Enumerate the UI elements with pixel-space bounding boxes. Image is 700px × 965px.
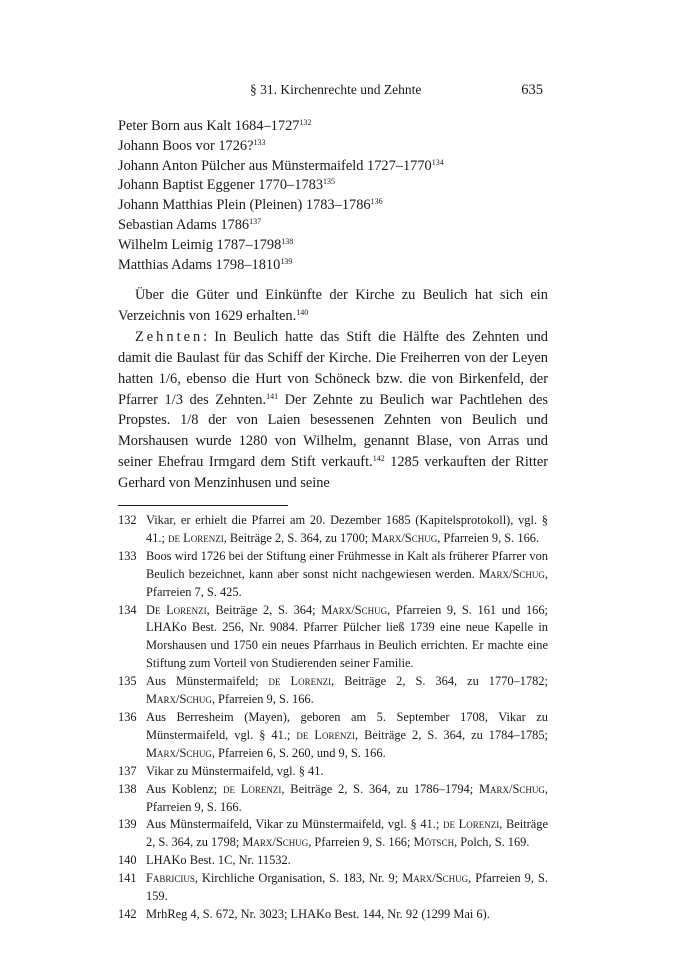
footnote-ref: 136 (370, 197, 383, 207)
running-header (118, 82, 543, 104)
footnotes (118, 512, 548, 924)
footnote: 138 Aus Koblenz; de Lorenzi, Beiträge 2, S. 364, zu 1786–1794; Marx/Schug, Pfarreien 9, S. 166. (118, 781, 548, 814)
footnote-ref: 140 (296, 307, 309, 317)
paragraph: Über die Güter und Einkünfte der Kirche zu Beulich hat sich ein Verzeichnis von 1629 erhalten.$^{140}$ (118, 287, 548, 324)
footnote: 134 De Lorenzi, Beiträge 2, S. 364; Marx/Schug, Pfarreien 9, S. 161 und 166; LHAKo Best. 256, Nr. 9084. Pfarrer Pülcher ließ 1739 eine neue Kapelle in Morshausen und 1750 ein neues Pfarrhaus in Beulich errichten. Er machte eine Stiftung zum Vorteil von Studierenden seiner Familie. (118, 602, 548, 671)
footnote: 136 Aus Berresheim (Mayen), geboren am 5. September 1708, Vikar zu Münstermaifeld, vgl. § 41.; de Lorenzi, Beiträge 2, S. 364, zu 1784–1785; Marx/Schug, Pfarreien 6, S. 260, und 9, S. 166. (118, 709, 548, 760)
list-item: Johann Anton Pülcher aus Münstermaifeld 1727–1770$^{134}$ (118, 157, 444, 174)
list-item: Johann Boos vor 1726?$^{133}$ (118, 137, 266, 154)
footnote-ref: 138 (281, 236, 294, 246)
list-item: Sebastian Adams 1786$^{137}$ (118, 216, 262, 233)
pastor-list (118, 117, 548, 275)
list-item: Matthias Adams 1798–1810$^{139}$ (118, 256, 293, 273)
footnote: 142 MrhReg 4, S. 672, Nr. 3023; LHAKo Best. 144, Nr. 92 (1299 Mai 6). (118, 906, 490, 921)
list-item: Peter Born aus Kalt 1684–1727$^{132}$ (118, 118, 312, 134)
footnote: 141 Fabricius, Kirchliche Organisation, S. 183, Nr. 9; Marx/Schug, Pfarreien 9, S. 159. (118, 871, 548, 904)
footnote-divider (118, 505, 288, 506)
main-text (118, 285, 548, 494)
footnote-ref: 142 (372, 454, 385, 464)
footnote-ref: 132 (299, 118, 312, 127)
footnote-ref: 135 (323, 177, 336, 187)
paragraph: Zehnten: In Beulich hatte das Stift die Hälfte des Zehnten und damit die Baulast für das Schiff der Kirche. Die Freiherren von der Leyen hatten 1/6, ebenso die Hurt von Schöneck bzw. die von Birkenfeld, der Pfarrer 1/3 des Zehnten.$^{141}$ Der Zehnte zu Beulich war Pachtlehen des Propstes. 1/8 der von Laien besessenen Zehnten von Beulich und Morshausen wurde 1280 von Wilhelm, genannt Blase, von Arras und seiner Ehefrau Irmgard dem Stift verkauft.$^{142}$ 1285 verkauften der Ritter Gerhard von Menzinhusen und seine (118, 328, 548, 492)
footnote: 137 Vikar zu Münstermaifeld, vgl. § 41. (118, 763, 324, 778)
footnote: 132 Vikar, er erhielt die Pfarrei am 20. Dezember 1685 (Kapitelsprotokoll), vgl. § 41.; de Lorenzi, Beiträge 2, S. 364, zu 1700; Marx/Schug, Pfarreien 9, S. 166. (118, 513, 548, 545)
footnote: 139 Aus Münstermaifeld, Vikar zu Münstermaifeld, vgl. § 41.; de Lorenzi, Beiträge 2, S. 364, zu 1798; Marx/Schug, Pfarreien 9, S. 166; Mötsch, Polch, S. 169. (118, 817, 548, 850)
footnote-ref: 137 (249, 216, 262, 226)
section-lead: Zehnten (135, 328, 204, 345)
footnote: 140 LHAKo Best. 1C, Nr. 11532. (118, 853, 291, 868)
running-title: § 31. Kirchenrechte und Zehnte (250, 82, 422, 97)
list-item: Johann Matthias Plein (Pleinen) 1783–1786$^{136}$ (118, 197, 383, 214)
footnote-ref: 133 (253, 137, 266, 147)
footnote-ref: 141 (266, 391, 279, 401)
list-item: Wilhelm Leimig 1787–1798$^{138}$ (118, 236, 294, 253)
list-item: Johann Baptist Eggener 1770–1783$^{135}$ (118, 177, 336, 194)
footnote-ref: 139 (280, 256, 293, 266)
footnote-ref: 134 (431, 157, 444, 167)
footnote: 135 Aus Münstermaifeld; de Lorenzi, Beiträge 2, S. 364, zu 1770–1782; Marx/Schug, Pfarreien 9, S. 166. (118, 674, 548, 707)
footnote: 133 Boos wird 1726 bei der Stiftung einer Frühmesse in Kalt als früherer Pfarrer von Beulich bezeichnet, kann aber sonst nicht nachgewiesen werden. Marx/Schug, Pfarreien 7, S. 425. (118, 548, 548, 599)
page-number: 635 (521, 82, 543, 98)
